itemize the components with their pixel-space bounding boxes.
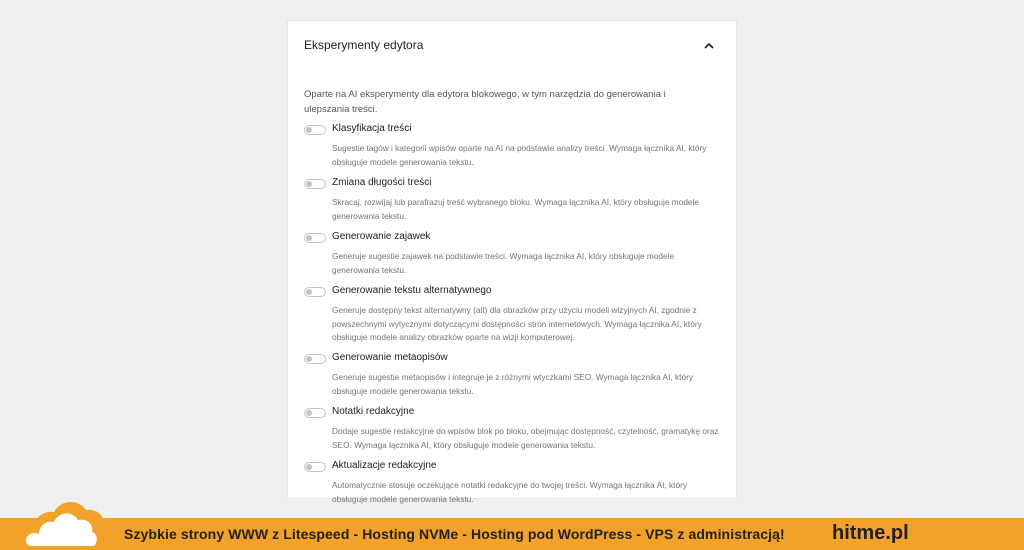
toggle-knob: [306, 289, 312, 295]
toggle-knob: [306, 356, 312, 362]
toggle-switch[interactable]: [304, 125, 326, 135]
toggle-knob: [306, 127, 312, 133]
toggle-knob: [306, 410, 312, 416]
toggle-switch[interactable]: [304, 233, 326, 243]
experiment-help: Generuje dostępny tekst alternatywny (alt) dla obrazków przy użyciu modeli wizyjnych AI, zgodnie z powszechnymi wytycznymi dotyczącymi dostępności stron internetowych. Wymaga łącznika AI, który obsługuje modele analizy obrazków oparte na wizji komputerowej.: [332, 305, 702, 342]
toggle-knob: [306, 464, 312, 470]
experiment-label: Generowanie tekstu alternatywnego: [332, 285, 492, 296]
toggle-switch[interactable]: [304, 408, 326, 418]
experiment-help: Sugestie tagów i kategorii wpisów oparte na AI na podstawie analizy treści. Wymaga łącznika AI, który obsługuje modele generowania tekstu.: [332, 143, 707, 167]
banner-brand: hitme.pl: [832, 522, 909, 544]
toggle-knob: [306, 181, 312, 187]
toggle-switch[interactable]: [304, 354, 326, 364]
experiment-help: Generuje sugestie zajawek na podstawie treści. Wymaga łącznika AI, który obsługuje modele generowania tekstu.: [332, 251, 675, 275]
toggle-switch[interactable]: [304, 287, 326, 297]
experiment-help: Skracaj, rozwijaj lub parafrazuj treść wybranego bloku. Wymaga łącznika AI, który obsługuje modele generowania tekstu.: [332, 197, 700, 221]
toggle-switch[interactable]: [304, 179, 326, 189]
experiment-label: Generowanie metaopisów: [332, 352, 448, 363]
experiment-label: Klasyfikacja treści: [332, 123, 412, 134]
panel-description: Oparte na AI eksperymenty dla edytora blokowego, w tym narzędzia do generowania i ulepszania treści.: [304, 89, 666, 115]
toggle-switch[interactable]: [304, 462, 326, 472]
panel-header[interactable]: [288, 21, 736, 69]
experiment-help: Dodaje sugestie redakcyjne do wpisów blok po bloku, obejmując dostępność, czytelność, gramatykę oraz SEO. Wymaga łącznika AI, który obsługuje modele generowania tekstu.: [332, 426, 719, 450]
chevron-up-icon[interactable]: [700, 37, 718, 55]
experiment-help: Generuje sugestie metaopisów i integruje je z różnymi wtyczkami SEO. Wymaga łącznika AI, który obsługuje modele generowania tekstu.: [332, 372, 693, 396]
panel-title: Eksperymenty edytora: [304, 38, 424, 52]
experiment-label: Aktualizacje redakcyjne: [332, 460, 437, 471]
experiment-label: Zmiana długości treści: [332, 177, 432, 188]
experiment-label: Generowanie zajawek: [332, 231, 431, 242]
toggle-knob: [306, 235, 312, 241]
banner-text: Szybkie strony WWW z Litespeed - Hosting NVMe - Hosting pod WordPress - VPS z administracją!: [124, 526, 785, 542]
cloud-icon: [14, 490, 110, 550]
promo-banner[interactable]: [0, 518, 1024, 550]
experiment-label: Notatki redakcyjne: [332, 406, 415, 417]
editor-experiments-panel: [288, 21, 736, 504]
experiment-help: Automatycznie stosuje oczekujące notatki redakcyjne do twojej treści. Wymaga łącznika AI, który obsługuje modele generowania tekstu.: [332, 480, 688, 504]
